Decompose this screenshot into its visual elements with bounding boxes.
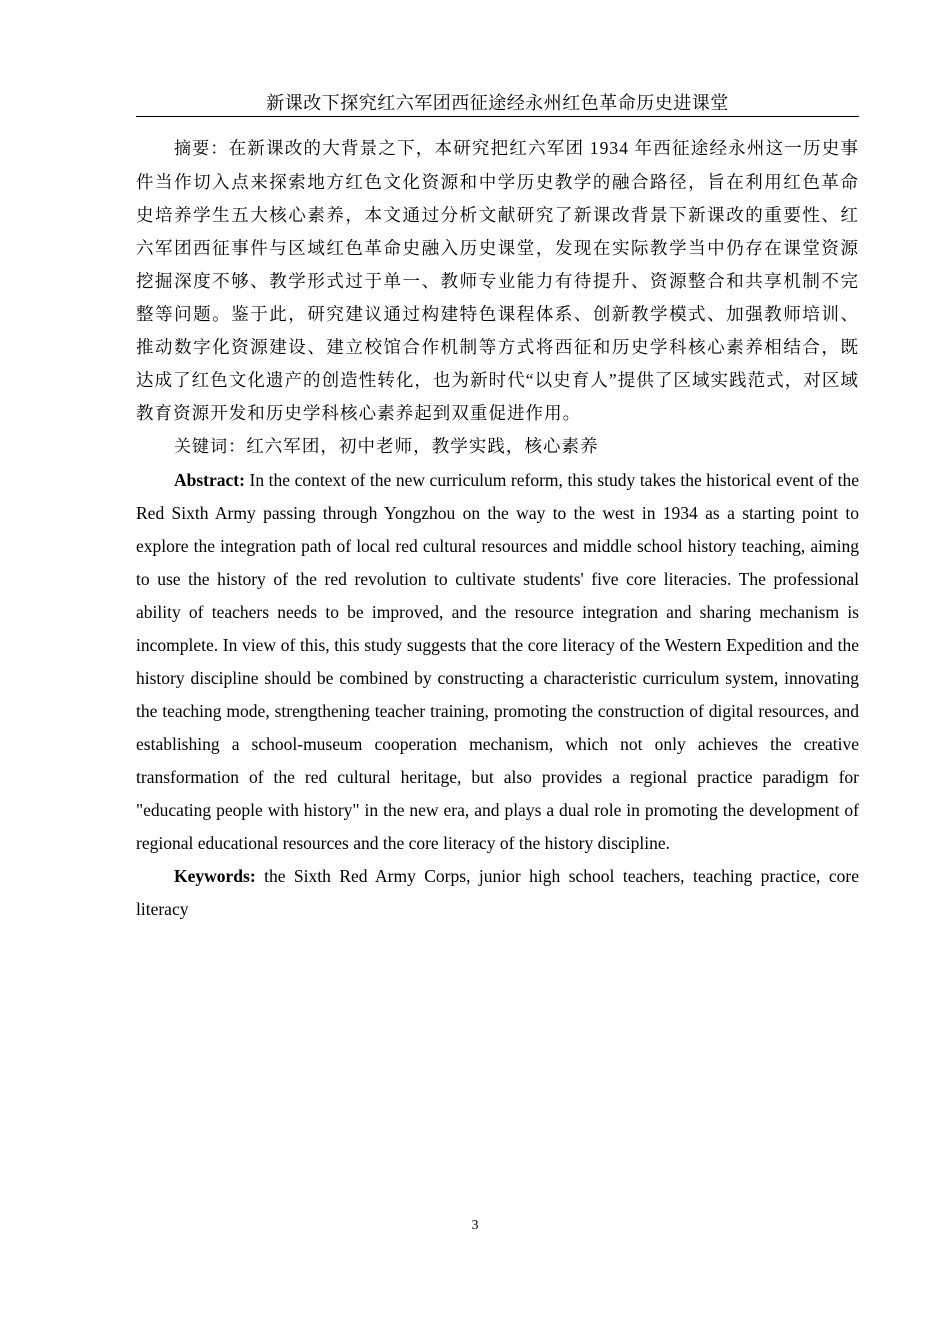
running-header: 新课改下探究红六军团西征途经永州红色革命历史进课堂 xyxy=(266,93,729,113)
keywords-cn-paragraph xyxy=(136,430,859,464)
abstract-cn-text: 在新课改的大背景之下，本研究把红六军团 1934 年西征途经永州这一历史事件当作切入点来探索地方红色文化资源和中学历史教学的融合路径，旨在利用红色革命史培养学生五大核心素养，本文通过分析文献研究了新课改背景下新课改的重要性、红六军团西征事件与区域红色革命史融入历史课堂，发现在实际教学当中仍存在课堂资源挖掘深度不够、教学形式过于单一、教师专业能力有待提升、资源整合和共享机制不完整等问题。鉴于此，研究建议通过构建特色课程体系、创新教学模式、加强教师培训、推动数字化资源建设、建立校馆合作机制等方式将西征和历史学科核心素养相结合，既达成了红色文化遗产的创造性转化，也为新时代“以史育人”提供了区域实践范式，对区域教育资源开发和历史学科核心素养起到双重促进作用。 xyxy=(136,138,859,423)
keywords-cn-text: 红六军团，初中老师，教学实践，核心素养 xyxy=(246,436,599,456)
abstract-cn-paragraph xyxy=(136,132,859,430)
abstract-en-text: In the context of the new curriculum reform, this study takes the historical event of the Red Sixth Army passing through Yongzhou on the way to the west in 1934 as a starting point to explore the integration path of local red cultural resources and middle school history teaching, aiming to use the history of the red revolution to cultivate students' five core literacies. The professional ability of teachers needs to be improved, and the resource integration and sharing mechanism is incomplete. In view of this, this study suggests that the core literacy of the Western Expedition and the history discipline should be combined by constructing a characteristic curriculum system, innovating the teaching mode, strengthening teacher training, promoting the construction of digital resources, and establishing a school-museum cooperation mechanism, which not only achieves the creative transformation of the red cultural heritage, but also provides a regional practice paradigm for "educating people with history" in the new era, and plays a dual role in promoting the development of regional educational resources and the core literacy of the history discipline. xyxy=(136,470,859,853)
abstract-en-label: Abstract: xyxy=(174,470,245,490)
keywords-cn-label: 关键词： xyxy=(174,437,247,457)
keywords-en-label: Keywords: xyxy=(174,866,256,886)
body-text xyxy=(136,132,859,926)
abstract-en-paragraph xyxy=(136,464,859,860)
header-rule xyxy=(136,116,859,117)
keywords-en-text: the Sixth Red Army Corps, junior high school teachers, teaching practice, core literacy xyxy=(136,866,859,919)
page-number: 3 xyxy=(471,1218,479,1233)
abstract-cn-label: 摘要： xyxy=(174,139,229,159)
keywords-en-paragraph xyxy=(136,860,859,926)
